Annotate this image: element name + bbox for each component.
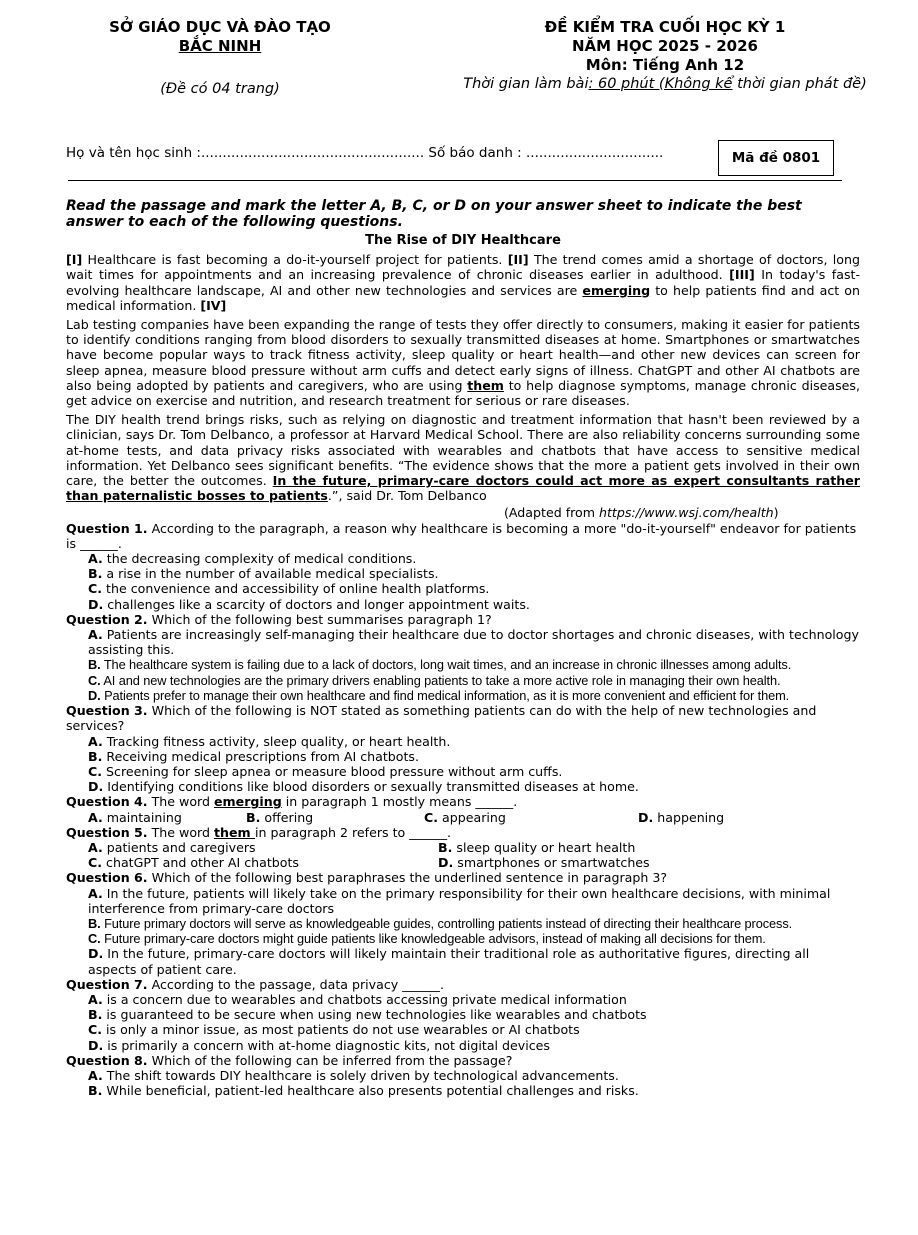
option-letter: C.	[88, 931, 101, 947]
option-text: the convenience and accessibility of online health platforms.	[102, 581, 490, 597]
source-url: https://www.wsj.com/health	[599, 505, 774, 521]
time-suffix: thời gian phát đề)	[732, 76, 867, 92]
option-6b[interactable]	[88, 916, 860, 931]
marker-1: [I]	[66, 252, 83, 268]
option-text: maintaining	[102, 809, 182, 825]
question-label: Question 5.	[66, 824, 148, 840]
option-7a[interactable]	[88, 992, 860, 1007]
option-2b[interactable]	[88, 657, 860, 672]
question-label: Question 8.	[66, 1052, 148, 1068]
option-letter: C.	[88, 855, 103, 871]
exam-content	[66, 198, 860, 1098]
instruction: Read the passage and mark the letter A, B, C, or D on your answer sheet to indicate the best answer to each of the following questions.	[66, 198, 802, 230]
option-letter: B.	[88, 748, 103, 764]
option-7b[interactable]	[88, 1007, 860, 1022]
question-label: Question 7.	[66, 976, 148, 992]
subject: Môn: Tiếng Anh 12	[585, 56, 745, 74]
option-letter: B.	[438, 839, 453, 855]
source-prefix: (Adapted from	[504, 505, 600, 521]
question-text-pre: The word	[147, 794, 214, 810]
question-text-post: in paragraph 2 refers to ______.	[255, 824, 452, 840]
keyword-emerging: emerging	[582, 282, 651, 298]
option-text: sleep quality or heart health	[452, 839, 636, 855]
option-letter: A.	[88, 839, 103, 855]
question-text: Which of the following best summarises paragraph 1?	[147, 611, 492, 627]
question-text: According to the passage, data privacy ______.	[147, 976, 444, 992]
options-row-4	[88, 810, 860, 825]
option-letter: B.	[246, 809, 261, 825]
time-allowed	[430, 75, 900, 94]
option-text: appearing	[438, 809, 506, 825]
option-5d[interactable]	[438, 855, 650, 870]
option-3c[interactable]	[88, 764, 860, 779]
option-text: is primarily a concern with at-home diagnostic kits, not digital devices	[103, 1037, 550, 1053]
marker-3: [III]	[729, 267, 755, 283]
question-3	[66, 703, 860, 733]
question-text-post: in paragraph 1 mostly means ______.	[281, 794, 518, 810]
option-5a[interactable]	[88, 840, 438, 855]
option-text: is guaranteed to be secure when using new technologies like wearables and chatbots	[102, 1007, 647, 1023]
student-id-label: Số báo danh : ................................	[424, 145, 664, 161]
option-text: The shift towards DIY healthcare is solely driven by technological advancements.	[102, 1067, 619, 1083]
option-text: challenges like a scarcity of doctors and longer appointment waits.	[103, 596, 530, 612]
option-letter: C.	[88, 1022, 103, 1038]
question-text: Which of the following best paraphrases the underlined sentence in paragraph 3?	[147, 870, 668, 886]
option-letter: D.	[88, 687, 101, 703]
option-letter: A.	[88, 809, 103, 825]
question-7	[66, 977, 860, 992]
option-letter: A.	[88, 1067, 103, 1083]
option-letter: A.	[88, 627, 103, 643]
p2-text-1: Lab testing companies have been expanding the range of tests they offer directly to consumers, making it easier for patients to identify conditions ranging from blood disorders to sexually transmitted diseases at home. Smartphones or smartwatches have become popular ways to track fitness activity, sleep quality or heart health—and other new devices can screen for sleep apnea, measure blood pressure without arm cuffs and detect early signs of illness. ChatGPT and other AI chatbots are also being adopted by patients and caregivers, who are using	[66, 317, 860, 393]
question-label: Question 1.	[66, 520, 148, 536]
option-letter: C.	[88, 581, 103, 597]
passage-title: The Rise of DIY Healthcare	[365, 233, 561, 248]
option-text: The healthcare system is failing due to a lack of doctors, long wait times, and an increase in chronic illnesses among adults.	[100, 657, 792, 673]
option-text: Patients are increasingly self-managing their healthcare due to doctor shortages and chronic diseases, with technology assisting this.	[88, 627, 859, 658]
department-name: SỞ GIÁO DỤC VÀ ĐÀO TẠO	[109, 18, 331, 36]
option-letter: B.	[88, 657, 101, 673]
option-2d[interactable]	[88, 688, 860, 703]
option-text: Screening for sleep apnea or measure blood pressure without arm cuffs.	[102, 763, 563, 779]
option-text: Future primary-care doctors might guide patients like knowledgeable advisors, instead of making all decisions for them.	[100, 931, 766, 947]
page-count-note: (Đề có 04 trang)	[160, 81, 280, 97]
keyword-them: them	[467, 377, 504, 393]
p1-text-4: to help patients find and act on medical information.	[66, 282, 860, 313]
school-year: NĂM HỌC 2025 - 2026	[571, 37, 758, 55]
option-text: happening	[653, 809, 725, 825]
exam-title-block	[430, 18, 900, 94]
question-label: Question 6.	[66, 870, 148, 886]
p3-text-2: .”, said Dr. Tom Delbanco	[327, 488, 487, 504]
option-text: Patients prefer to manage their own healthcare and find medical information, as it is more convenient and efficient for them.	[100, 687, 790, 703]
option-6c[interactable]	[88, 931, 860, 946]
question-text: According to the paragraph, a reason why healthcare is becoming a more "do-it-yourself" endeavor for patients is ______.	[66, 520, 857, 551]
p3-text-1: The DIY health trend brings risks, such as relying on diagnostic and treatment information that hasn't been reviewed by a clinician, says Dr. Tom Delbanco, a professor at Harvard Medical School. There are also reliability concerns surrounding some at-home tests, and data privacy risks associated with wearables and chatbots that have access to sensitive medical information. Yet Delbanco sees significant benefits. “The evidence shows that the more a patient gets involved in their own care, the better the outcomes.	[66, 412, 860, 489]
option-1b[interactable]	[88, 566, 860, 581]
exam-code: Mã đề 0801	[731, 150, 821, 166]
source-suffix: )	[773, 505, 779, 521]
options-row-5b	[88, 855, 860, 870]
option-text: is only a minor issue, as most patients do not use wearables or AI chatbots	[102, 1022, 580, 1038]
student-name-label: Họ và tên học sinh :....................................................	[66, 145, 425, 161]
divider	[68, 180, 842, 181]
underlined-sentence: In the future, primary-care doctors could act more as expert consultants rather than paternalistic bosses to patients	[66, 473, 860, 504]
option-text: smartphones or smartwatches	[453, 855, 650, 871]
marker-4: [IV]	[200, 297, 227, 313]
option-7c[interactable]	[88, 1022, 860, 1037]
option-letter: B.	[88, 1083, 103, 1099]
option-7d[interactable]	[88, 1038, 860, 1053]
question-text-pre: The word	[147, 824, 214, 840]
option-letter: D.	[438, 855, 454, 871]
option-letter: A.	[88, 551, 103, 567]
option-text: the decreasing complexity of medical conditions.	[102, 551, 417, 567]
student-info-line	[66, 145, 663, 161]
option-letter: D.	[638, 809, 654, 825]
option-3a[interactable]	[88, 734, 860, 749]
question-text: Which of the following is NOT stated as something patients can do with the help of new technologies and services?	[66, 703, 817, 734]
question-label: Question 4.	[66, 794, 148, 810]
passage-paragraph-2	[66, 317, 860, 408]
option-4b[interactable]	[246, 810, 424, 825]
question-keyword: emerging	[214, 794, 282, 810]
option-letter: D.	[88, 1037, 104, 1053]
option-letter: D.	[88, 946, 104, 962]
question-label: Question 3.	[66, 703, 148, 719]
question-keyword: them	[214, 824, 256, 840]
question-label: Question 2.	[66, 611, 148, 627]
question-6	[66, 870, 860, 885]
option-letter: A.	[88, 885, 103, 901]
option-letter: C.	[88, 672, 101, 688]
option-letter: D.	[88, 779, 104, 795]
question-1	[66, 521, 860, 551]
question-4	[66, 794, 860, 809]
option-2c[interactable]	[88, 673, 860, 688]
option-text: patients and caregivers	[102, 839, 256, 855]
p2-text-2: to help diagnose symptoms, manage chronic diseases, get advice on exercise and nutrition, and research treatment for serious or rare diseases.	[66, 377, 860, 409]
option-8b[interactable]	[88, 1083, 860, 1098]
option-text: While beneficial, patient-led healthcare also presents potential challenges and risks.	[102, 1083, 639, 1099]
option-text: a rise in the number of available medical specialists.	[102, 566, 439, 582]
option-letter: D.	[88, 596, 104, 612]
department-block	[100, 18, 340, 99]
option-text: AI and new technologies are the primary drivers enabling patients to take a more active role in managing their own health.	[100, 672, 781, 688]
passage-source	[504, 505, 860, 520]
marker-2: [II]	[507, 252, 529, 268]
option-5b[interactable]	[438, 840, 635, 855]
option-letter: C.	[88, 763, 103, 779]
question-5	[66, 825, 860, 840]
question-text: Which of the following can be inferred from the passage?	[147, 1052, 513, 1068]
time-value: : 60 phút (Không kể	[588, 76, 733, 92]
p1-text-2: The trend comes amid a shortage of doctors, long wait times for appointments and an increasing prevalence of chronic diseases earlier in adulthood.	[66, 252, 860, 283]
option-3b[interactable]	[88, 749, 860, 764]
option-text: Future primary doctors will serve as knowledgeable guides, controlling patients instead of directing their healthcare process.	[100, 915, 793, 931]
option-text: offering	[260, 809, 314, 825]
option-1a[interactable]	[88, 551, 860, 566]
option-1c[interactable]	[88, 581, 860, 596]
option-5c[interactable]	[88, 855, 438, 870]
option-letter: A.	[88, 733, 103, 749]
p1-text-1: Healthcare is fast becoming a do-it-yourself project for patients.	[82, 252, 508, 268]
passage-paragraph-1	[66, 252, 860, 313]
option-text: Identifying conditions like blood disorders or sexually transmitted diseases at home.	[103, 779, 639, 795]
option-text: In the future, primary-care doctors will likely maintain their traditional role as authoritative figures, directing all aspects of patient care.	[88, 946, 810, 977]
option-letter: B.	[88, 1007, 103, 1023]
question-8	[66, 1053, 860, 1068]
time-prefix: Thời gian làm bài	[463, 76, 589, 92]
exam-title: ĐỀ KIỂM TRA CUỐI HỌC KỲ 1	[544, 18, 786, 36]
option-4c[interactable]	[424, 810, 638, 825]
passage-paragraph-3	[66, 412, 860, 503]
province-name: BẮC NINH	[178, 37, 262, 55]
option-6a[interactable]	[88, 886, 860, 916]
option-letter: B.	[88, 915, 101, 931]
option-letter: A.	[88, 991, 103, 1007]
option-text: In the future, patients will likely take on the primary responsibility for their own healthcare decisions, with minimal interference from primary-care doctors	[88, 885, 831, 916]
option-8a[interactable]	[88, 1068, 860, 1083]
option-6d[interactable]	[88, 946, 860, 976]
exam-code-box	[718, 140, 834, 176]
option-4d[interactable]	[638, 810, 724, 825]
option-text: chatGPT and other AI chatbots	[102, 855, 299, 871]
p1-text-3: In today's fast-evolving healthcare landscape, AI and other new technologies and services are	[66, 267, 860, 298]
option-3d[interactable]	[88, 779, 860, 794]
option-text: Tracking fitness activity, sleep quality, or heart health.	[102, 733, 451, 749]
question-2	[66, 612, 860, 627]
option-4a[interactable]	[88, 810, 246, 825]
option-1d[interactable]	[88, 597, 860, 612]
option-2a[interactable]	[88, 627, 860, 657]
option-letter: B.	[88, 566, 103, 582]
option-text: is a concern due to wearables and chatbots accessing private medical information	[102, 991, 627, 1007]
options-row-5a	[88, 840, 860, 855]
option-text: Receiving medical prescriptions from AI chatbots.	[102, 748, 419, 764]
option-letter: C.	[424, 809, 439, 825]
